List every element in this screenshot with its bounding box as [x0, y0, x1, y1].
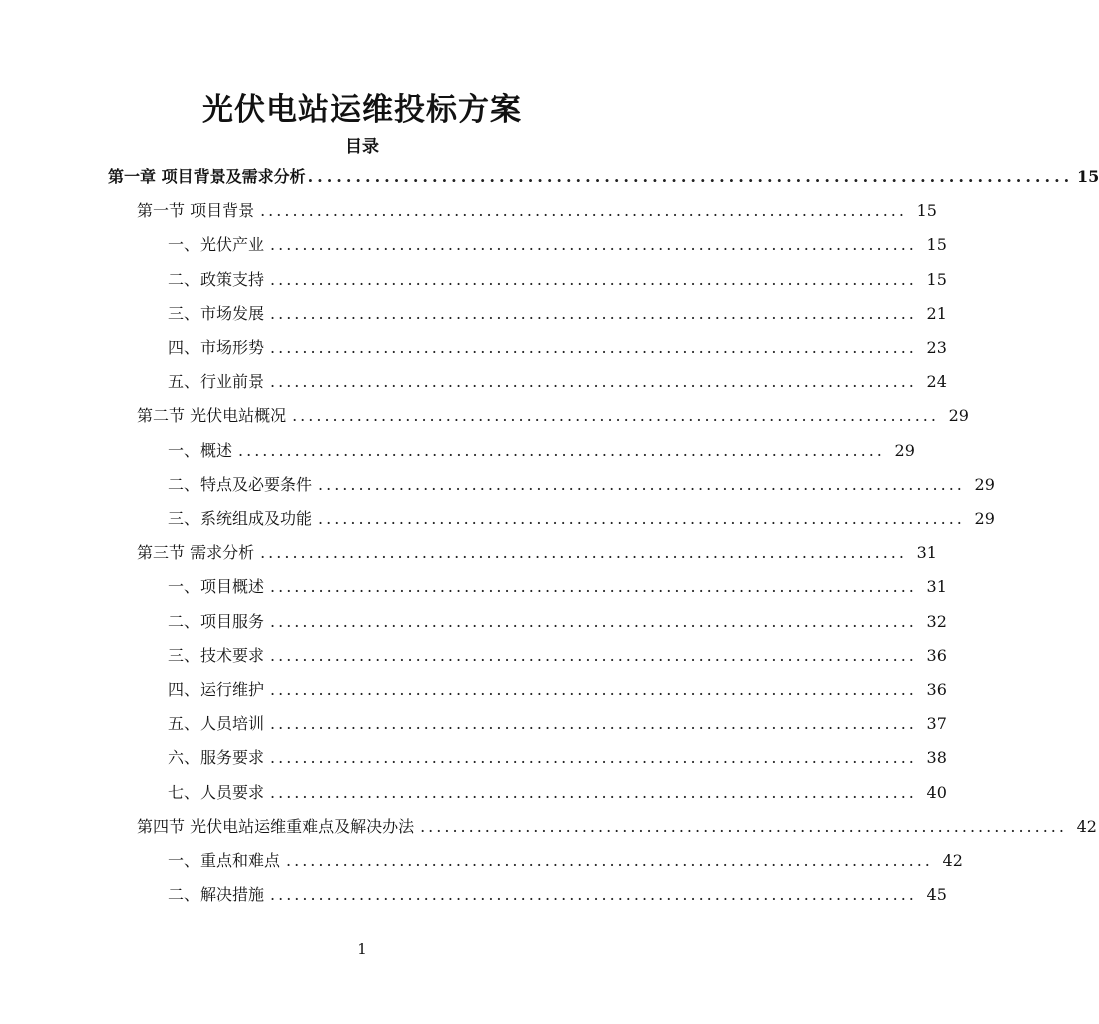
toc-entry[interactable]	[168, 268, 947, 292]
toc-entry[interactable]	[168, 507, 995, 531]
toc-entry-page: 31	[926, 577, 947, 596]
toc-entry-label: 第一节 项目背景	[137, 201, 255, 220]
toc-entry-page: 31	[916, 543, 937, 562]
toc-entry-label: 第二节 光伏电站概况	[137, 406, 287, 425]
toc-entry-page: 15	[926, 235, 947, 254]
toc-entry-label: 七、人员要求	[168, 783, 265, 802]
toc-dot-leader: ................................................................................	[270, 304, 917, 323]
toc-entry-page: 29	[948, 406, 969, 425]
toc-entry[interactable]	[168, 473, 995, 497]
toc-dot-leader: ................................................................................	[270, 748, 917, 767]
toc-entry-label: 三、系统组成及功能	[168, 509, 313, 528]
toc-entry-label: 二、政策支持	[168, 270, 265, 289]
toc-entry[interactable]	[168, 575, 947, 599]
toc-dot-leader: ................................................................................	[318, 509, 965, 528]
toc-entry[interactable]	[168, 439, 915, 463]
toc-entry-page: 42	[1076, 817, 1097, 836]
toc-dot-leader: ................................................................................	[318, 475, 965, 494]
page-number: 1	[357, 940, 367, 958]
toc-entry[interactable]	[168, 746, 947, 770]
toc-entry-label: 第四节 光伏电站运维重难点及解决办法	[137, 817, 415, 836]
toc-entry-page: 29	[894, 441, 915, 460]
toc-dot-leader: ................................................................................	[307, 167, 1074, 186]
toc-entry-label: 一、重点和难点	[168, 851, 281, 870]
toc-dot-leader: ................................................................................	[270, 885, 917, 904]
toc-entry-label: 五、行业前景	[168, 372, 265, 391]
toc-heading: 目录	[345, 137, 379, 157]
document-title: 光伏电站运维投标方案	[202, 92, 522, 128]
toc-entry[interactable]	[168, 370, 947, 394]
toc-entry-label: 一、光伏产业	[168, 235, 265, 254]
toc-entry[interactable]	[168, 883, 947, 907]
toc-entry[interactable]	[168, 712, 947, 736]
toc-dot-leader: ................................................................................	[238, 441, 885, 460]
toc-dot-leader: ................................................................................	[260, 201, 907, 220]
toc-entry[interactable]	[137, 199, 937, 223]
toc-entry-page: 37	[926, 714, 947, 733]
toc-entry-label: 二、特点及必要条件	[168, 475, 313, 494]
toc-entry-page: 29	[974, 475, 995, 494]
toc-entry-page: 36	[926, 680, 947, 699]
toc-dot-leader: ................................................................................	[270, 646, 917, 665]
toc-dot-leader: ................................................................................	[286, 851, 933, 870]
toc-entry-label: 一、概述	[168, 441, 233, 460]
toc-entry-label: 二、项目服务	[168, 612, 265, 631]
toc-entry-page: 24	[926, 372, 947, 391]
toc-entry-page: 42	[942, 851, 963, 870]
toc-entry[interactable]	[137, 815, 1097, 839]
toc-entry[interactable]	[168, 678, 947, 702]
toc-entry[interactable]	[168, 644, 947, 668]
toc-entry-page: 15	[916, 201, 937, 220]
toc-entry[interactable]	[168, 849, 963, 873]
toc-entry-page: 45	[926, 885, 947, 904]
toc-entry-label: 三、技术要求	[168, 646, 265, 665]
toc-dot-leader: ................................................................................	[270, 270, 917, 289]
toc-entry-label: 四、运行维护	[168, 680, 265, 699]
toc-dot-leader: ................................................................................	[420, 817, 1067, 836]
toc-entry-page: 23	[926, 338, 947, 357]
toc-entry[interactable]	[168, 233, 947, 257]
toc-entry-label: 三、市场发展	[168, 304, 265, 323]
toc-entry[interactable]	[168, 610, 947, 634]
toc-entry-label: 一、项目概述	[168, 577, 265, 596]
toc-entry-page: 32	[926, 612, 947, 631]
toc-entry-page: 38	[926, 748, 947, 767]
toc-entry[interactable]	[137, 541, 937, 565]
toc-entry-label: 二、解决措施	[168, 885, 265, 904]
toc-entry-page: 15	[926, 270, 947, 289]
toc-dot-leader: ................................................................................	[260, 543, 907, 562]
toc-entry-page: 29	[974, 509, 995, 528]
toc-entry-label: 第一章 项目背景及需求分析	[108, 167, 306, 186]
toc-entry-page: 36	[926, 646, 947, 665]
toc-entry-label: 第三节 需求分析	[137, 543, 255, 562]
toc-dot-leader: ................................................................................	[270, 680, 917, 699]
toc-dot-leader: ................................................................................	[270, 338, 917, 357]
toc-entry-label: 六、服务要求	[168, 748, 265, 767]
toc-dot-leader: ................................................................................	[270, 577, 917, 596]
toc-dot-leader: ................................................................................	[270, 235, 917, 254]
toc-entry-label: 五、人员培训	[168, 714, 265, 733]
toc-dot-leader: ................................................................................	[270, 714, 917, 733]
toc-entry[interactable]	[108, 165, 1099, 189]
toc-entry[interactable]	[168, 336, 947, 360]
toc-dot-leader: ................................................................................	[270, 783, 917, 802]
toc-entry-label: 四、市场形势	[168, 338, 265, 357]
toc-entry-page: 40	[926, 783, 947, 802]
toc-entry-page: 21	[926, 304, 947, 323]
toc-entry[interactable]	[137, 404, 969, 428]
toc-dot-leader: ................................................................................	[270, 372, 917, 391]
toc-entry-page: 15	[1076, 167, 1099, 186]
toc-dot-leader: ................................................................................	[292, 406, 939, 425]
toc-entry[interactable]	[168, 781, 947, 805]
toc-entry[interactable]	[168, 302, 947, 326]
toc-dot-leader: ................................................................................	[270, 612, 917, 631]
